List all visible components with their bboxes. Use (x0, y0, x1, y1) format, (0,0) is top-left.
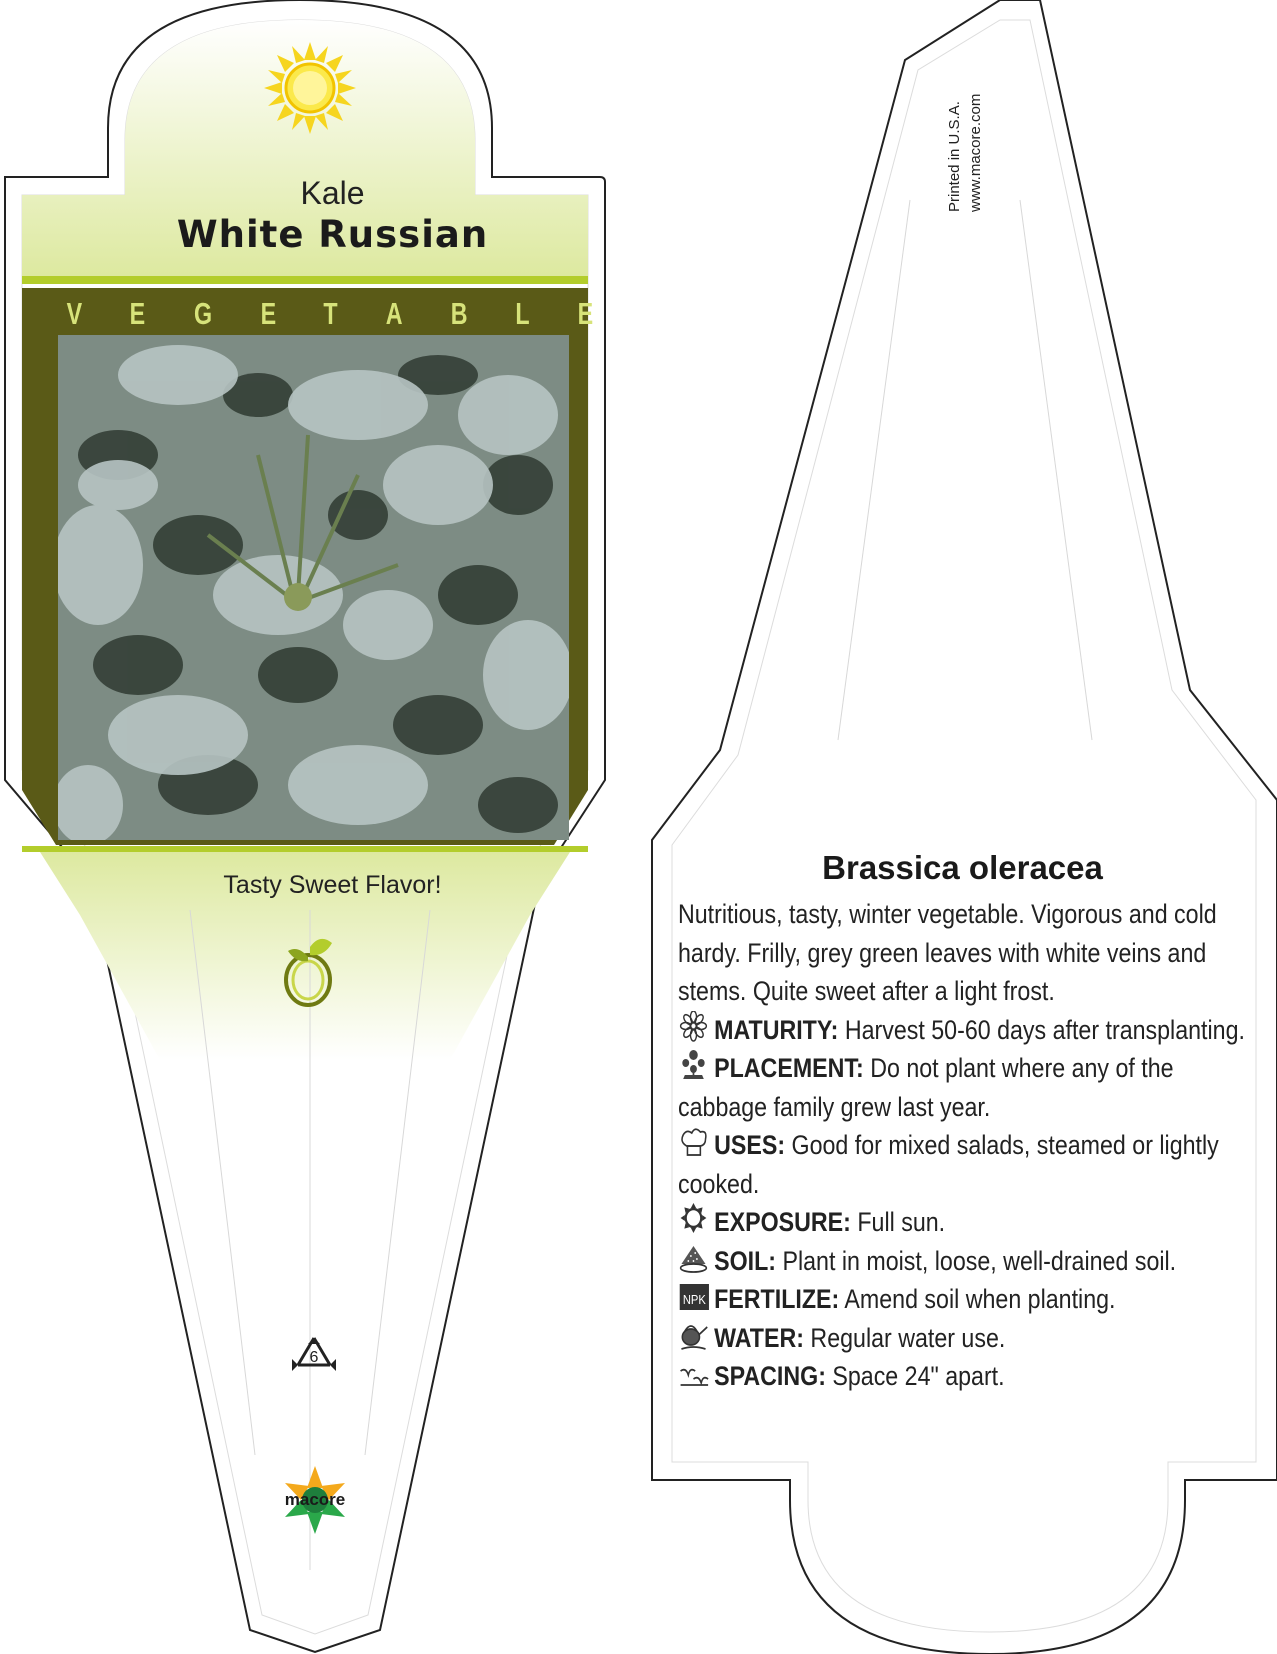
care-row-soil (678, 1242, 1258, 1281)
care-label: PLACEMENT: (714, 1053, 864, 1083)
description: Nutritious, tasty, winter vegetable. Vigorous and cold hardy. Frilly, grey green leaves with white veins and stems. Quite sweet after a light frost. (678, 899, 1217, 1006)
category-letter: E (130, 296, 146, 331)
printed-line-1: Printed in U.S.A. (946, 101, 963, 212)
botanical-name: Brassica oleracea (822, 849, 1103, 886)
sprout-icon (280, 935, 340, 1010)
care-row-spacing (678, 1357, 1258, 1396)
care-row-exposure (678, 1203, 1258, 1242)
care-text: Full sun. (850, 1207, 946, 1237)
npk-badge: NPK (682, 1292, 706, 1308)
sun-icon (264, 42, 356, 134)
npk-icon (678, 1280, 714, 1310)
care-text: Good for mixed salads, steamed or lightly cooked. (678, 1130, 1219, 1199)
sun-icon (678, 1203, 714, 1233)
printed-line-2: www.macore.com (967, 93, 984, 212)
logo-text: macore (284, 1490, 346, 1509)
care-text: Amend soil when planting. (839, 1284, 1116, 1314)
category-letter: E (260, 296, 276, 331)
placement-icon (678, 1049, 714, 1079)
recycle-icon (286, 1335, 342, 1385)
care-row-placement (678, 1049, 1258, 1126)
care-text: Regular water use. (803, 1322, 1006, 1353)
care-list (678, 1011, 1258, 1396)
plant-name: Kale (300, 175, 365, 211)
care-label: USES: (714, 1130, 786, 1160)
category-letter: E (577, 296, 594, 331)
category-letter: V (66, 296, 83, 331)
category-letter: L (515, 296, 531, 331)
care-row-fertilize (678, 1280, 1258, 1319)
recycle-number: 6 (309, 1349, 319, 1366)
category-letter: B (451, 296, 468, 331)
watering-can-icon (678, 1319, 714, 1349)
printed-info (944, 52, 1004, 212)
care-label: SOIL: (714, 1245, 777, 1276)
care-label: MATURITY: (714, 1014, 839, 1045)
care-text: Plant in moist, loose, well-drained soil. (776, 1245, 1177, 1276)
care-text: Space 24" apart. (825, 1361, 1005, 1391)
care-label: WATER: (714, 1322, 804, 1353)
care-label: SPACING: (714, 1361, 826, 1391)
care-text: Do not plant where any of the cabbage family grew last year. (678, 1053, 1174, 1122)
category-letter: A (385, 296, 403, 331)
kale-photo (58, 335, 569, 840)
flower-icon (678, 1011, 714, 1041)
spacing-icon (678, 1357, 714, 1387)
care-text: Harvest 50-60 days after transplanting. (838, 1014, 1245, 1045)
right-tag-outline (652, 0, 1277, 1654)
care-label: EXPOSURE: (714, 1207, 851, 1237)
chef-hat-icon (678, 1126, 714, 1156)
soil-icon (678, 1242, 714, 1272)
category-letter: T (323, 296, 338, 331)
tagline: Tasty Sweet Flavor! (223, 871, 442, 899)
category-banner (40, 296, 620, 332)
variety-name: White Russian (176, 213, 489, 256)
care-row-maturity (678, 1011, 1258, 1050)
care-label: FERTILIZE: (714, 1284, 840, 1314)
care-row-water (678, 1319, 1258, 1358)
category-letter: G (193, 296, 213, 331)
care-row-uses (678, 1126, 1258, 1203)
care-info (678, 895, 1258, 1396)
